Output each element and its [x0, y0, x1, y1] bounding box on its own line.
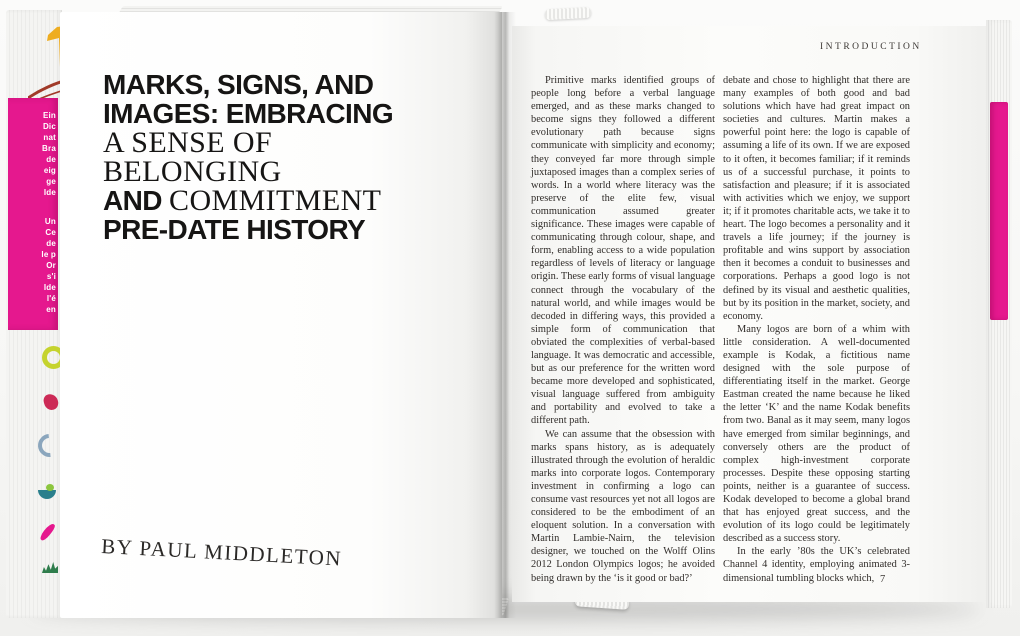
title-segment: COMMITMENT [169, 184, 382, 217]
jacket-text-line: Or [46, 261, 56, 270]
jacket-text-line: eig [43, 166, 56, 175]
title-line [103, 99, 393, 128]
jacket-text-line: s'i [46, 272, 56, 281]
title-segment: PRE-DATE HISTORY [103, 214, 366, 245]
jacket-text-line: Ce [45, 228, 56, 237]
title-segment: IMAGES: EMBRACING [103, 98, 394, 129]
title-segment: AND [103, 185, 170, 216]
running-header: INTRODUCTION [820, 42, 922, 52]
jacket-text-line: de [46, 155, 56, 164]
jacket-text-line: ge [46, 177, 56, 186]
jacket-strip-left [8, 98, 58, 330]
jacket-strip-right [990, 102, 1008, 320]
jacket-text-line: Un [44, 217, 56, 226]
column-1-text [531, 74, 715, 585]
jacket-text-block-french [41, 216, 56, 315]
jacket-text-line: le p [41, 250, 56, 259]
title-line [103, 70, 393, 99]
title-line [103, 128, 393, 157]
jacket-text-line: Ide [43, 283, 56, 292]
title-line [103, 186, 393, 215]
jacket-text-line: Dic [42, 122, 56, 131]
title-segment: A SENSE OF [103, 126, 273, 159]
paragraph: We can assume that the obsession with marks spans history, as is adequately illustrated through the evolution of heraldic marks into corporate logos. Contemporary investment in confirming a logo can consume vast resources yet not all logos are considered to be the embodiment of an eloquent solution. In a conversation with Martin Lambie-Nairn, the television designer, we touched on the Wolff Olins 2012 London Olympics logos; he avoided being drawn by the ‘is it good or bad?’ [531, 428, 715, 584]
title-segment: BELONGING [103, 155, 282, 188]
left-page [60, 12, 502, 618]
paragraph: Many logos are born of a whim with little consideration. A well-documented example is Kodak, a fictitious name designed with the sole purpose of differentiating itself in the market. George Eastman created the name because he liked the letter ‘K’ and the name Kodak benefits from two. Banal as it may seem, many logos have emerged from similar beginnings, and conversely others are the product of complex high-investment corporate processes. Despite these opposing starting points, neither is a guarantee of success. Kodak developed to become a global brand that has enjoyed great success, and the evolution of its logo could be legitimately described as a success story. [723, 323, 910, 545]
column-2-text [723, 74, 910, 585]
page-title [103, 70, 393, 244]
title-line [103, 157, 393, 186]
page-number: 7 [880, 574, 886, 585]
jacket-text-line: nat [43, 133, 56, 142]
jagged-glyph-icon [42, 562, 58, 573]
paragraph: debate and chose to highlight that there are many examples of both good and bad solutions which have had great impact on societies and cultures. Martin makes a powerful point here: the logo is capable of assuming a life of its own. If we are exposed to it often, it becomes familiar; if it reminds us of a successful purchase, it points to satisfaction and pleasure; if it is associated with activities which we enjoy, we support it; if it promotes charitable acts, we take it to heart. The logo becomes a personality and it travels a life journey; if the journey is profitable and wins support by association then it becomes a conduit to businesses and corporations. Perhaps a good logo is not defined by its visual and aesthetic qualities, but by its position in the market, society, and economy. [723, 75, 910, 322]
headband-top [545, 7, 592, 20]
paragraph: In the early ’80s the UK’s celebrated Channel 4 identity, employing animated 3-dimensional tumbling blocks which, [723, 546, 910, 584]
blob-glyph-icon [42, 392, 60, 411]
byline: BY PAUL MIDDLETON [100, 534, 343, 571]
right-page [512, 26, 988, 602]
boat-glyph-dot-icon [46, 484, 54, 491]
jacket-text-line: en [46, 305, 56, 314]
jacket-text-line: Bra [42, 144, 56, 153]
jacket-text-line: de [46, 239, 56, 248]
jacket-text-line: Ide [43, 188, 56, 197]
pink-swoosh-glyph-icon [39, 522, 57, 542]
paragraph: Primitive marks identified groups of people long before a verbal language emerged, and as these marks changed to become signs they followed a different evolutionary path because signs communicate with simplicity and economy; they conveyed far more through simple juxtaposed images than a complex series of words. In a world where literacy was the preserve of the elite few, visual communication assumed greater significance. These images were capable of communicating through colour, shape, and form, enabling access to a wide population regardless of levels of literacy or language origin. These early forms of visual language connect through the vocabulary of the natural world, and while images would be decoded in differing ways, this provided a simple form of communication that obviated the complexities of verbal-based language. It was democratic and accessible, but as our preference for the written word became more developed and sophisticated, visual language suffered from ambiguity and portability and evolved to take a different path. [531, 75, 715, 427]
jacket-text-line: l'é [46, 294, 56, 303]
title-segment: MARKS, SIGNS, AND [103, 69, 374, 100]
title-line [103, 215, 393, 244]
cover-edge-left [6, 10, 62, 618]
jacket-text-block-german [42, 110, 56, 198]
jacket-text-line: Ein [42, 111, 56, 120]
boat-glyph-icon [38, 490, 56, 499]
